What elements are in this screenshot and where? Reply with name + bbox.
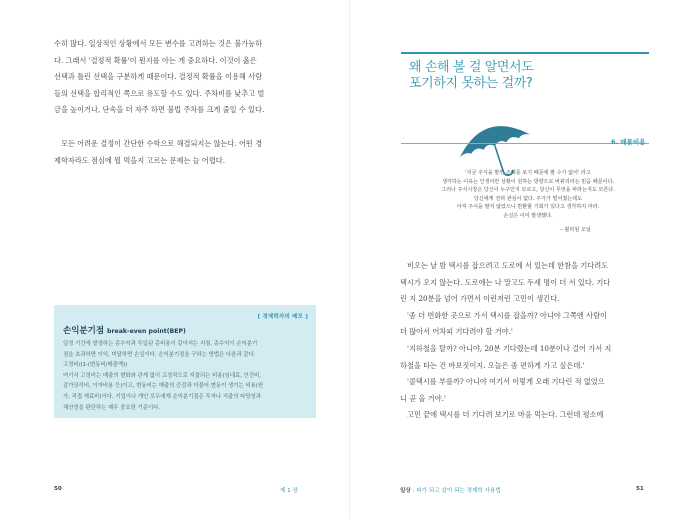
quote-line: 아직 주식을 팔지 않았으니 반환할 기회가 있다고 생각하지 마라. [456,204,600,211]
text-line: 선택과 틀린 선택을 구분하게 때문이다. 결정적 확률을 이용해 사람 [54,72,263,82]
text-line: 들의 선택을 합리적인 쪽으로 유도할 수도 있다. 주차비를 낮추고 벌 [54,88,265,98]
footer-title: : 피가 되고 살이 되는 경제학 사용법 [410,488,501,494]
memo-line: 일정 기간에 발생하는 총수익과 투입된 총비용이 같아지는 지점. 총수익이 손익분기 [63,341,258,347]
economist-memo-box [54,305,316,418]
heading-line: 왜 손해 볼 걸 알면서도 [409,60,534,75]
section-label: 6. 매몰비용 [611,138,646,146]
text-line: 비오는 날 밤 택시를 잡으려고 도로에 서 있는데 한참을 기다려도 [407,261,609,270]
memo-line: 여기서 고정비는 매출의 변화와 관계 없이 고정적으로 지출되는 비용(임대료, 인건비, [63,372,262,379]
page-number-right: 51 [636,486,644,492]
text-line: 더 많아서 어차피 기다려야 할 거야.' [400,327,513,337]
memo-line: 점을 초과하면 이익, 미달하면 손실이다. 손익분기점을 구하는 방법은 다음과 같다. [63,351,256,358]
heading-top-rule [401,52,649,54]
quote-source: – 윌리엄 오닐 [560,227,591,233]
memo-line: 채산성을 판단하는 매우 중요한 기준이다. [63,404,161,411]
memo-tag: [ 경제학자의 메모 ] [257,314,308,320]
quote-line: '지금 주식을 팔면 손해를 보기 때문에 팔 수가 없어' 라고 [465,170,591,176]
memo-title-ko: 손익분기점 [63,326,105,336]
text-line: 제학자라도 점심에 뭘 먹을지 고르는 문제는 늘 어렵다. [54,155,226,165]
text-line: 고민 끝에 택시를 더 기다려 보기로 마음 먹는다. 그런데 평소에 [407,410,604,420]
quote-line: 그러나 주식시장은 당신이 누구인지 모르고, 당신이 무엇을 바라는지도 모른다. [441,187,615,194]
text-line: '지하철을 탈까? 아니야, 20분 기다렸는데 10분이나 걸어 가서 지 [407,343,612,353]
footer-bold: 일상 [400,488,411,494]
text-line: 다. 그래서 '결정적 확률'이 뭔지를 아는 게 중요하다. 이것이 옳은 [54,55,257,65]
book-title-footer [400,486,501,494]
text-line: 수히 많다. 일상적인 상황에서 모든 변수를 고려하는 것은 불가능하 [54,39,263,48]
memo-line: 가, 직접 재료비)이다. 기업이나 개인 모두에게 손익분기점은 투자나 지출의 타당성과 [63,393,262,400]
memo-line: 감가상각비, 이자비용 등)이고, 변동비는 매출의 증감과 더불어 변동이 생기는 비용(원 [63,383,264,390]
text-line: 금을 높이거나, 단속을 더 자주 하면 불법 주차를 크게 줄일 수 있다. [54,105,265,115]
text-line: 린 지 20분을 넘어 가면서 이런저런 고민이 생긴다. [400,294,560,304]
quote-line: 손실은 이미 발생했다. [503,212,553,219]
memo-line: 고정비/(1-(변동비/매출액)) [63,362,128,369]
text-line: 택시가 오지 않는다. 도로에는 나 말고도 두세 명이 더 서 있다. 기다 [400,277,611,287]
left-paragraph-1 [54,36,316,119]
text-line: '콜택시를 부를까? 아니야 여기서 이렇게 오래 기다린 적 없었으 [407,377,605,387]
page-number-left: 50 [54,486,62,492]
memo-title-en: break-even point(BEP) [107,328,186,335]
text-line: '좀 더 번화한 곳으로 가서 택시를 잡을까? 아니야 그쪽엔 사람이 [407,310,607,320]
memo-body [63,339,307,413]
text-line: 모든 어려운 결정이 간단한 수학으로 해결되지는 않는다. 어떤 경 [61,139,263,148]
quote-line: 생각하는 이유는 인생이란 상황이 원하는 방향으로 바뀌리라는 믿음 때문이다. [441,178,615,185]
section-heading [409,60,533,92]
chapter-label: 제 1 장 [280,488,298,494]
quote-line: 당신에게 전혀 관심이 없다. 주가가 떨어졌는데도 [473,195,583,202]
heading-line: 포기하지 못하는 걸까? [409,76,533,91]
left-paragraph-2 [54,136,316,169]
memo-title [63,324,186,336]
right-body-text [400,258,648,424]
epigraph-quote [408,169,648,221]
text-line: 하철을 타는 건 바보짓이지. 오늘은 좀 편하게 가고 싶은데.' [400,360,585,370]
text-line: 니 곧 올 거야.' [400,393,446,403]
